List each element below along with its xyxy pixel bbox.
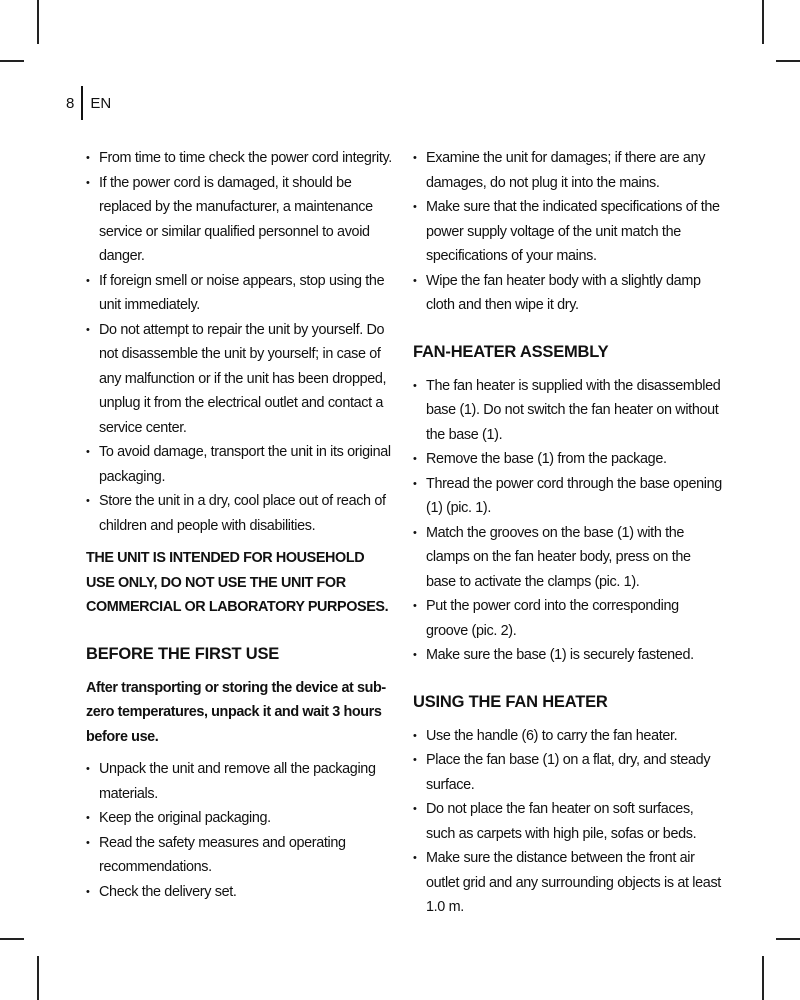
list-item: • Do not place the fan heater on soft surfaces, such as carpets with high pile, sofas or beds.: [413, 797, 723, 846]
left-column: [86, 146, 396, 904]
intro-list: [413, 146, 723, 318]
crop-mark: [776, 938, 800, 940]
crop-mark: [776, 60, 800, 62]
list-item: • Do not attempt to repair the unit by yourself. Do not disassemble the unit by yourself; in case of any malfunction or if the unit has been dropped, unplug it from the electrical outlet and contact a service center.: [86, 318, 396, 441]
list-item: • Check the delivery set.: [86, 880, 396, 905]
language-code: EN: [90, 94, 112, 112]
before-first-use-list: [86, 757, 396, 904]
crop-mark: [762, 956, 764, 1000]
section-heading-before-first-use: BEFORE THE FIRST USE: [86, 644, 280, 663]
list-item: • Thread the power cord through the base opening (1) (pic. 1).: [413, 472, 723, 521]
crop-mark: [37, 956, 39, 1000]
safety-list: [86, 146, 396, 538]
section-heading-using: USING THE FAN HEATER: [413, 692, 608, 711]
list-item: • Use the handle (6) to carry the fan heater.: [413, 724, 723, 749]
list-item: • Match the grooves on the base (1) with the clamps on the fan heater body, press on the base to activate the clamps (pic. 1).: [413, 521, 723, 595]
list-item: • Make sure the base (1) is securely fastened.: [413, 643, 723, 668]
list-item: • Make sure the distance between the front air outlet grid and any surrounding objects is at least 1.0 m.: [413, 846, 723, 920]
list-item: • Keep the original packaging.: [86, 806, 396, 831]
list-item: • Examine the unit for damages; if there are any damages, do not plug it into the mains.: [413, 146, 723, 195]
list-item: • If foreign smell or noise appears, stop using the unit immediately.: [86, 269, 396, 318]
crop-mark: [37, 0, 39, 44]
list-item: • Put the power cord into the corresponding groove (pic. 2).: [413, 594, 723, 643]
list-item: • Remove the base (1) from the package.: [413, 447, 723, 472]
list-item: • From time to time check the power cord integrity.: [86, 146, 396, 171]
assembly-list: [413, 374, 723, 668]
page-header: [66, 86, 111, 120]
household-notice: THE UNIT IS INTENDED FOR HOUSEHOLD USE ONLY, DO NOT USE THE UNIT FOR COMMERCIAL OR LABORATORY PURPOSES.: [86, 550, 389, 615]
right-column: [413, 146, 723, 920]
page-number: 8: [66, 94, 75, 112]
list-item: • To avoid damage, transport the unit in its original packaging.: [86, 440, 396, 489]
list-item: • Make sure that the indicated specifications of the power supply voltage of the unit match the specifications of your mains.: [413, 195, 723, 269]
crop-mark: [0, 60, 24, 62]
list-item: • Unpack the unit and remove all the packaging materials.: [86, 757, 396, 806]
crop-mark: [762, 0, 764, 44]
list-item: • If the power cord is damaged, it should be replaced by the manufacturer, a maintenance service or similar qualified personnel to avoid danger.: [86, 171, 396, 269]
list-item: • Wipe the fan heater body with a slightly damp cloth and then wipe it dry.: [413, 269, 723, 318]
using-list: [413, 724, 723, 920]
list-item: • Place the fan base (1) on a flat, dry, and steady surface.: [413, 748, 723, 797]
crop-mark: [0, 938, 24, 940]
list-item: • Store the unit in a dry, cool place out of reach of children and people with disabilities.: [86, 489, 396, 538]
header-divider: [81, 86, 83, 120]
list-item: • The fan heater is supplied with the disassembled base (1). Do not switch the fan heater on without the base (1).: [413, 374, 723, 448]
section-lead: After transporting or storing the device at sub-zero temperatures, unpack it and wait 3 hours before use.: [86, 679, 386, 745]
section-heading-assembly: FAN-HEATER ASSEMBLY: [413, 342, 609, 361]
list-item: • Read the safety measures and operating recommendations.: [86, 831, 396, 880]
